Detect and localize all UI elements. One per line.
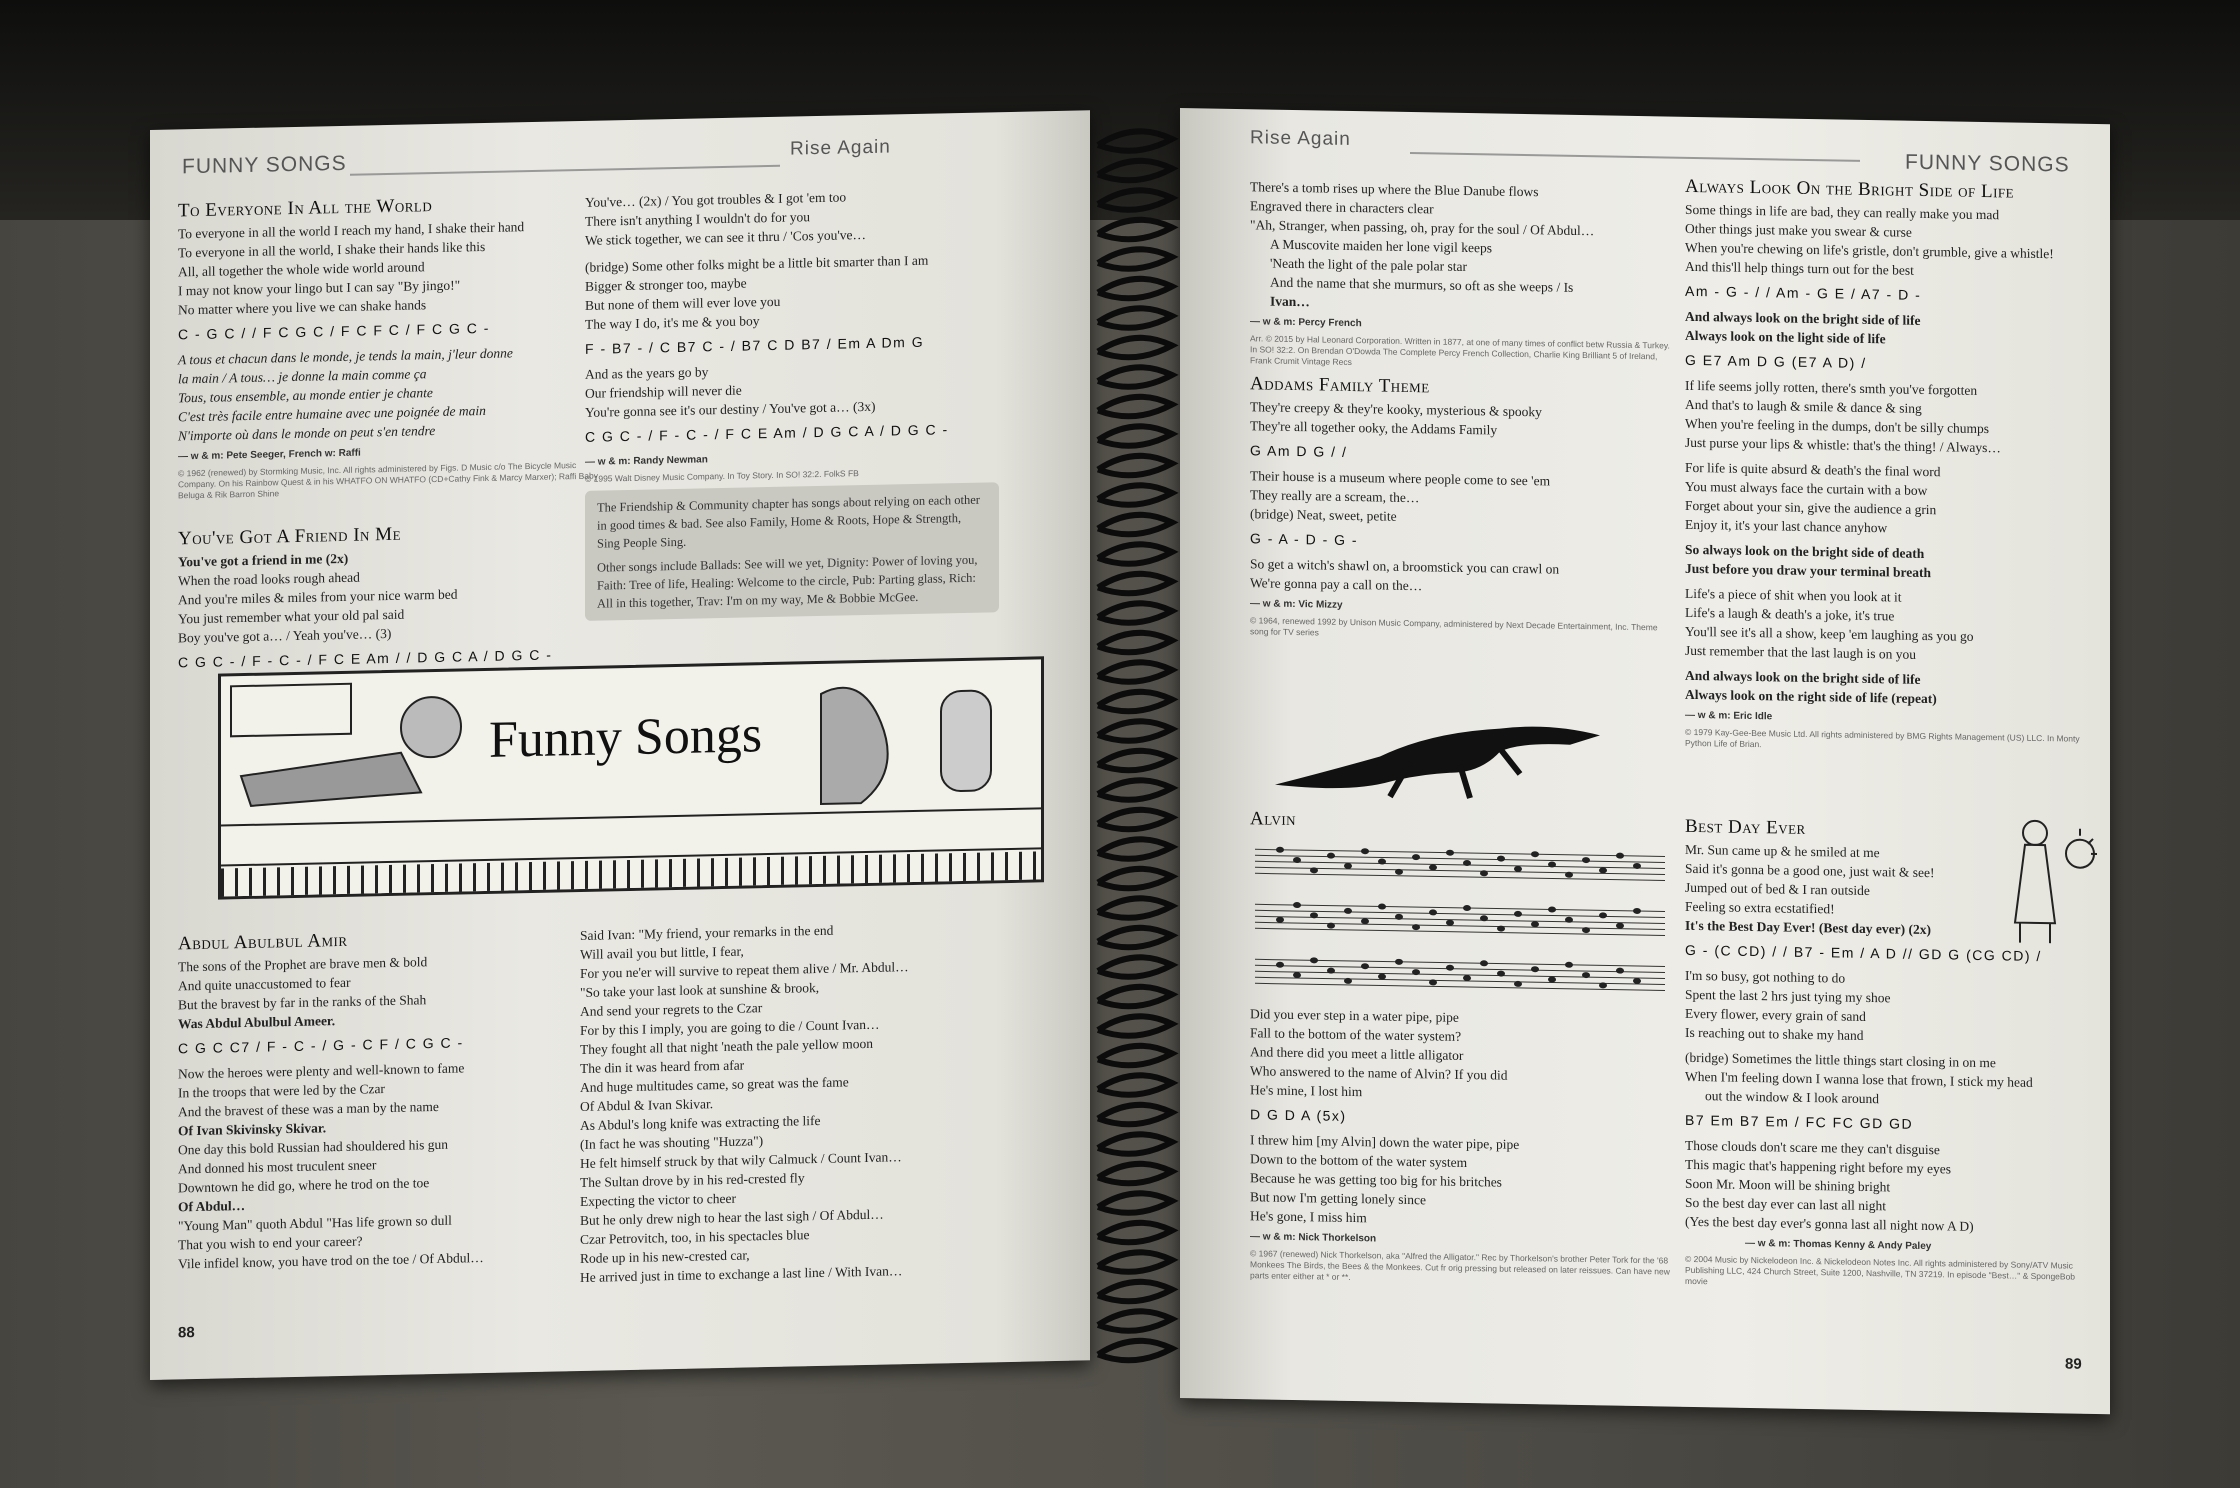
spiral-binding: [1090, 120, 1180, 1390]
spiral-coil: [1098, 131, 1172, 150]
song-abdul: [178, 926, 578, 1273]
music-note: [1480, 960, 1488, 966]
lyric: (bridge) Neat, sweet, petite: [1250, 506, 1397, 524]
credit: — w & m: Randy Newman: [585, 454, 708, 468]
lyric: Always look on the right side of life (repeat): [1685, 686, 1937, 707]
song-title: Best Day Ever: [1685, 815, 1806, 839]
lyric: Their house is a museum where people come to see 'em: [1250, 468, 1551, 489]
lyric: You'll see it's all a show, keep 'em laughing as you go: [1685, 623, 1974, 644]
lyric: Was Abdul Abulbul Ameer.: [178, 1013, 336, 1032]
lyric: He arrived just in time to exchange a last line / With Ivan…: [580, 1263, 903, 1285]
lyric: So the best day ever can last all night: [1685, 1194, 1886, 1214]
lyric: And quite unaccustomed to fear: [178, 974, 351, 994]
lyric: "Young Man" quoth Abdul "Has life grown so dull: [178, 1212, 452, 1234]
song-title: You've Got A Friend In Me: [178, 523, 402, 550]
spiral-coil: [1098, 1075, 1172, 1094]
song-bright-side: [1685, 177, 2095, 756]
music-note: [1633, 978, 1641, 984]
spiral-coil: [1098, 485, 1172, 504]
music-note: [1497, 856, 1505, 862]
lyric: And the bravest of these was a man by the name: [178, 1098, 439, 1120]
spiral-coil: [1098, 662, 1172, 681]
credit: — w & m: Thomas Kenny & Andy Paley: [1745, 1237, 1932, 1253]
song-friend-continued: [585, 183, 1055, 485]
music-note: [1327, 853, 1335, 859]
lyric: Because he was getting too big for his britches: [1250, 1170, 1502, 1190]
lyric: Always look on the light side of life: [1685, 327, 1886, 347]
lyric: When I'm feeling down I wanna lose that frown, I stick my head: [1685, 1068, 2033, 1090]
lyric: Ivan…: [1270, 293, 1310, 310]
lyric: la main / A tous… je donne la main comme ça: [178, 366, 427, 387]
lyric: The din it was heard from afar: [580, 1057, 745, 1076]
lyric: Is reaching out to shake my hand: [1685, 1024, 1864, 1043]
lyric: For by this I imply, you are going to die / Count Ivan…: [580, 1016, 880, 1038]
staff-line: [1255, 849, 1665, 856]
copyright: © 1967 (renewed) Nick Thorkelson, aka "Alfred the Alligator." Rec by Thorkelson's brother Peter Tork for the '68 Monkees The Birds, the Bees & the Monkees. Cut fr orig pressing but released on later reissues. Can have new parts enter either at * or **.: [1250, 1248, 1670, 1282]
see-also-note: [585, 482, 999, 621]
spiral-coil: [1098, 308, 1172, 327]
music-note: [1565, 962, 1573, 968]
lyric: The sons of the Prophet are brave men & bold: [178, 954, 428, 975]
book-title: Rise Again: [790, 136, 891, 160]
music-note: [1463, 975, 1471, 981]
chords: G E7 Am D G (E7 A D) /: [1685, 351, 1867, 371]
lyric: You've… (2x) / You got troubles & I got 'em too: [585, 189, 847, 210]
staff-line: [1255, 855, 1665, 862]
lyric: "Ah, Stranger, when passing, oh, pray for the soul / Of Abdul…: [1250, 217, 1595, 239]
staff-line: [1255, 922, 1665, 929]
lyric: A tous et chacun dans le monde, je tends la main, j'leur donne: [178, 345, 513, 368]
spiral-coil: [1098, 839, 1172, 858]
music-note: [1582, 857, 1590, 863]
music-note: [1276, 847, 1284, 853]
lyric: Life's a piece of shit when you look at it: [1685, 585, 1902, 605]
lyric: Downtown he did go, where he trod on the toe: [178, 1175, 430, 1196]
music-note: [1633, 908, 1641, 914]
lyric: In the troops that were led by the Czar: [178, 1081, 385, 1101]
music-note: [1429, 864, 1437, 870]
music-note: [1310, 957, 1318, 963]
spiral-coil: [1098, 987, 1172, 1006]
lyric: Rode up in his new-crested car,: [580, 1247, 750, 1266]
lyric: But none of them will ever love you: [585, 293, 781, 313]
staff-line: [1255, 965, 1665, 972]
spiral-coil: [1098, 1016, 1172, 1035]
lyric: Of Ivan Skivinsky Skivar.: [178, 1120, 327, 1139]
music-note: [1429, 909, 1437, 915]
lyric: But now I'm getting lonely since: [1250, 1189, 1427, 1208]
credit: — w & m: Percy French: [1250, 316, 1362, 330]
header-rule: [350, 165, 780, 176]
lyric: To everyone in all the world, I shake their hands like this: [178, 238, 486, 261]
section-header: FUNNY SONGS: [182, 151, 347, 179]
spiral-coil: [1098, 544, 1172, 563]
lyric: Life's a laugh & death's a joke, it's true: [1685, 604, 1895, 624]
music-note: [1531, 851, 1539, 857]
lyric: They're all together ooky, the Addams Family: [1250, 418, 1498, 438]
lyric: They really are a scream, the…: [1250, 487, 1420, 506]
copyright: © 2004 Music by Nickelodeon Inc. & Nickelodeon Notes Inc. All rights administered by Sony/ATV Music Publishing LLC, 424 Church Street, Suite 1200, Nashville, TN 37219. In episode "Best…" & SpongeBob movie: [1685, 1253, 2076, 1287]
music-note: [1293, 902, 1301, 908]
spiral-coil: [1098, 1134, 1172, 1153]
song-abdul-continued: [580, 916, 1050, 1287]
music-note: [1395, 959, 1403, 965]
note-text: The Friendship & Community chapter has songs about relying on each other in good times & bad. See also Family, Home & Roots, Hope & Strength, Sing People Sing.: [597, 492, 980, 551]
lyric: Did you ever step in a water pipe, pipe: [1250, 1006, 1459, 1025]
music-note: [1344, 908, 1352, 914]
lyric: Some things in life are bad, they can really make you mad: [1685, 201, 2000, 223]
lyric: Bigger & stronger too, maybe: [585, 275, 747, 294]
music-note: [1548, 976, 1556, 982]
lyric: So always look on the bright side of death: [1685, 541, 1925, 561]
music-note: [1361, 963, 1369, 969]
left-page: [150, 110, 1090, 1380]
spiral-coil: [1098, 928, 1172, 947]
lyric: All, all together the whole wide world around: [178, 259, 425, 280]
music-note: [1463, 905, 1471, 911]
lyric: The way I do, it's me & you boy: [585, 313, 760, 332]
lyric: Boy you've got a… / Yeah you've… (3): [178, 625, 392, 646]
music-note: [1599, 867, 1607, 873]
spiral-coil: [1098, 692, 1172, 711]
lyric: Mr. Sun came up & he smiled at me: [1685, 841, 1880, 861]
music-note: [1446, 965, 1454, 971]
song-alvin: [1250, 809, 1670, 839]
lyric: It's the Best Day Ever! (Best day ever) (2x): [1685, 917, 1931, 938]
lyric: And this'll help things turn out for the best: [1685, 258, 1914, 278]
lyric: This magic that's happening right before my eyes: [1685, 1156, 1951, 1177]
spiral-coil: [1098, 1311, 1172, 1330]
lyric: out the window & I look around: [1705, 1088, 1879, 1107]
spiral-coil: [1098, 1193, 1172, 1212]
page-number: 89: [2065, 1355, 2082, 1373]
lyric: You just remember what your old pal said: [178, 606, 405, 627]
lyric: (bridge) Sometimes the little things start closing in on me: [1685, 1049, 1996, 1071]
lyric: 'Neath the light of the pale polar star: [1270, 255, 1467, 275]
song-title: Alvin: [1250, 808, 1297, 831]
lyric: Our friendship will never die: [585, 382, 742, 401]
music-note: [1361, 918, 1369, 924]
header-rule: [1410, 152, 1860, 162]
song-alvin-lyrics: [1250, 1004, 1670, 1288]
chords: G - (C CD) / / B7 - Em / A D // GD G (CG CD) /: [1685, 941, 2042, 965]
lyric: I threw him [my Alvin] down the water pipe, pipe: [1250, 1132, 1520, 1152]
lyric: As Abdul's long knife was extracting the life: [580, 1112, 821, 1133]
spiral-coil: [1098, 456, 1172, 475]
lyric: He felt himself struck by that wily Calmuck / Count Ivan…: [580, 1149, 902, 1171]
lyric: And you're miles & miles from your nice warm bed: [178, 586, 458, 608]
song-title: To Everyone In All the World: [178, 195, 433, 222]
spiral-coil: [1098, 1252, 1172, 1271]
lyric: Will avail you but little, I fear,: [580, 943, 744, 962]
lyric: Forget about your sin, give the audience a grin: [1685, 497, 1937, 518]
lyric: I'm so busy, got nothing to do: [1685, 967, 1846, 986]
lyric: Tous, tous ensemble, au monde entier je chante: [178, 385, 433, 406]
spiral-coil: [1098, 1164, 1172, 1183]
lyric: But he only drew nigh to hear the last sigh / Of Abdul…: [580, 1206, 884, 1228]
chords: B7 Em B7 Em / FC FC GD GD: [1685, 1111, 1914, 1132]
copyright: © 1964, renewed 1992 by Unison Music Company, administered by Next Decade Entertainment, Inc. Theme song for TV series: [1250, 615, 1658, 638]
copyright: Arr. © 2015 by Hal Leonard Corporation. Written in 1877, at one of many times of conflict betw Russia & Turkey. In SO! 32:2. On Brendan O'Dowda The Complete Percy French Collection, Charlie King Brilliant 5 of Ireland, Frank Crumit Vintage Recs: [1250, 333, 1670, 368]
lyric: No matter where you live we can shake hands: [178, 297, 427, 318]
copyright: © 1979 Kay-Gee-Bee Music Ltd. All rights administered by BMG Rights Management (US) LLC. In Monty Python Life of Brian.: [1685, 726, 2080, 750]
music-note: [1378, 903, 1386, 909]
banner-title: Funny Songs: [489, 706, 763, 769]
music-note: [1616, 853, 1624, 859]
copyright: © 1995 Walt Disney Music Company. In Toy Story. In SO! 32:2. FolkS FB: [585, 468, 859, 484]
lyric: (In fact he was shouting "Huzza"): [580, 1133, 764, 1152]
lyric: And always look on the bright side of life: [1685, 308, 1921, 328]
lyric: (bridge) Some other folks might be a little bit smarter than I am: [585, 252, 929, 275]
song-youve-got-a-friend: [178, 521, 598, 679]
spiral-coil: [1098, 957, 1172, 976]
music-notation: [1250, 839, 1670, 1006]
lyric: Soon Mr. Moon will be shining bright: [1685, 1175, 1891, 1195]
music-note: [1616, 923, 1624, 929]
music-note: [1531, 921, 1539, 927]
music-note: [1616, 968, 1624, 974]
music-note: [1514, 866, 1522, 872]
chords: D G D A (5x): [1250, 1106, 1347, 1124]
lyric: They fought all that night 'neath the pale yellow moon: [580, 1035, 873, 1057]
spiral-coil: [1098, 1282, 1172, 1301]
section-header: FUNNY SONGS: [1905, 150, 2070, 177]
lyric: Expecting the victor to cheer: [580, 1190, 736, 1209]
lyric: And always look on the bright side of life: [1685, 667, 1921, 687]
lyric: That you wish to end your career?: [178, 1233, 363, 1253]
lyric: And huge multitudes came, so great was the fame: [580, 1074, 849, 1095]
music-note: [1276, 917, 1284, 923]
lyric: We're gonna pay a call on the…: [1250, 575, 1423, 594]
spiral-coil: [1098, 1046, 1172, 1065]
lyric: Just remember that the last laugh is on you: [1685, 642, 1916, 662]
spiral-coil: [1098, 869, 1172, 888]
music-note: [1446, 920, 1454, 926]
lyric: Said Ivan: "My friend, your remarks in the end: [580, 922, 834, 943]
chords: C G C - / F - C - / F C E Am / D G C A / D G C -: [585, 421, 949, 445]
staff-line: [1255, 904, 1665, 911]
spiral-coil: [1098, 220, 1172, 239]
lyric: Every flower, every grain of sand: [1685, 1005, 1866, 1024]
spiral-coil: [1098, 161, 1172, 180]
lyric: For you ne'er will survive to repeat them alive / Mr. Abdul…: [580, 959, 909, 981]
spiral-coil: [1098, 515, 1172, 534]
spiral-coil: [1098, 279, 1172, 298]
lyric: Enjoy it, it's your last chance anyhow: [1685, 516, 1888, 536]
spiral-coil: [1098, 1105, 1172, 1124]
music-note: [1293, 972, 1301, 978]
chords: Am - G - / / Am - G E / A7 - D -: [1685, 282, 1922, 303]
lyric: He's mine, I lost him: [1250, 1082, 1363, 1100]
spiral-coil: [1098, 1341, 1172, 1360]
song-addams-family: [1250, 374, 1670, 644]
right-page: [1180, 108, 2110, 1414]
chords: C - G C / / F C G C / F C F C / F C G C -: [178, 319, 490, 343]
chords: G - A - D - G -: [1250, 530, 1359, 549]
spiral-coil: [1098, 898, 1172, 917]
music-note: [1276, 962, 1284, 968]
staff-line: [1255, 873, 1665, 880]
lyric: I may not know your lingo but I can say "By jingo!": [178, 277, 461, 299]
lyric: Said it's gonna be a good one, just wait & see!: [1685, 860, 1935, 881]
lyric: You're gonna see it's our destiny / You've got a… (3x): [585, 398, 876, 420]
lyric: Jumped out of bed & I ran outside: [1685, 879, 1870, 899]
lyric: Just purse your lips & whistle: that's the thing! / Always…: [1685, 434, 2001, 456]
lyric: And as the years go by: [585, 364, 709, 382]
lyric: They're creepy & they're kooky, mysterious & spooky: [1250, 399, 1542, 420]
lyric: Those clouds don't scare me they can't disguise: [1685, 1137, 1940, 1158]
lyric: When the road looks rough ahead: [178, 569, 360, 589]
lyric: To everyone in all the world I reach my hand, I shake their hand: [178, 219, 525, 242]
lyric: You must always face the curtain with a bow: [1685, 478, 1928, 499]
credit: — w & m: Nick Thorkelson: [1250, 1231, 1377, 1245]
lyric: For life is quite absurd & death's the final word: [1685, 459, 1941, 480]
lyric: Other things just make you swear & curse: [1685, 220, 1912, 240]
chords: C G C - / F - C - / F C E Am / / D G C A / D G C -: [178, 646, 553, 671]
lyric: When you're feeling in the dumps, don't be silly chumps: [1685, 415, 1990, 437]
lyric: Czar Petrovitch, too, in his spectacles blue: [580, 1227, 810, 1247]
lyric: He's gone, I miss him: [1250, 1208, 1367, 1226]
spiral-coil: [1098, 397, 1172, 416]
music-note: [1548, 906, 1556, 912]
song-title: Always Look On the Bright Side of Life: [1685, 175, 2015, 203]
lyric: There's a tomb rises up where the Blue Danube flows: [1250, 179, 1539, 200]
lyric: So get a witch's shawl on, a broomstick you can crawl on: [1250, 556, 1560, 577]
spiral-coil: [1098, 721, 1172, 740]
spiral-coil: [1098, 751, 1172, 770]
lyric: And donned his most truculent sneer: [178, 1157, 377, 1177]
lyric: When you're chewing on life's gristle, don't grumble, give a whistle!: [1685, 239, 2054, 262]
spiral-coil: [1098, 249, 1172, 268]
music-note: [1446, 850, 1454, 856]
spiral-coil: [1098, 426, 1172, 445]
lyric: Spent the last 2 hrs just tying my shoe: [1685, 986, 1891, 1006]
chords: C G C C7 / F - C - / G - C F / C G C -: [178, 1034, 464, 1057]
lyric: And the name that she murmurs, so oft as she weeps / Is: [1270, 274, 1574, 295]
lyric: N'importe où dans le monde on peut s'en tendre: [178, 423, 436, 444]
alligator-illustration: [1270, 700, 1610, 806]
spiral-coil: [1098, 574, 1172, 593]
song-title: Abdul Abulbul Amir: [178, 929, 348, 955]
book-title: Rise Again: [1250, 127, 1351, 150]
spiral-coil: [1098, 633, 1172, 652]
chords: F - B7 - / C B7 C - / B7 C D B7 / Em A Dm G: [585, 333, 925, 357]
song-to-everyone: [178, 193, 598, 502]
spiral-coil: [1098, 1223, 1172, 1242]
music-note: [1531, 966, 1539, 972]
lyric: Now the heroes were plenty and well-known to fame: [178, 1060, 465, 1082]
music-note: [1412, 854, 1420, 860]
spiral-coil: [1098, 780, 1172, 799]
staff-line: [1255, 928, 1665, 935]
lyric: C'est très facile entre humaine avec une poignée de main: [178, 402, 486, 425]
lyric: And there did you meet a little alligator: [1250, 1044, 1464, 1063]
lyric: Of Abdul…: [178, 1198, 246, 1215]
music-note: [1514, 911, 1522, 917]
music-note: [1599, 912, 1607, 918]
lyric: A Muscovite maiden her lone vigil keeps: [1270, 236, 1492, 256]
lyric: We stick together, we can see it thru / 'Cos you've…: [585, 227, 867, 248]
note-text: Other songs include Ballads: See will we yet, Dignity: Power of loving you, Faith: Tree of life, Healing: Welcome to the circle, Pub: Parting glass, Rich: All in this together, Trav: I'm on my way, Me & Bobbie McGee.: [597, 552, 978, 611]
spiral-coil: [1098, 338, 1172, 357]
lyric: But the bravest by far in the ranks of the Shah: [178, 992, 427, 1013]
spiral-coil: [1098, 810, 1172, 829]
spiral-coil: [1098, 603, 1172, 622]
girl-sun-illustration: [2005, 812, 2100, 954]
music-note: [1361, 848, 1369, 854]
lyric: You've got a friend in me (2x): [178, 550, 349, 570]
credit: — w & m: Eric Idle: [1685, 709, 1773, 723]
staff-line: [1255, 861, 1665, 868]
spiral-coil: [1098, 190, 1172, 209]
credit: — w & m: Vic Mizzy: [1250, 598, 1343, 611]
lyric: Feeling so extra ecstatified!: [1685, 898, 1835, 917]
lyric: Just before you draw your terminal breath: [1685, 560, 1931, 581]
lyric: And that's to laugh & smile & dance & sing: [1685, 396, 1922, 416]
lyric: (Yes the best day ever's gonna last all night now A D): [1685, 1213, 1974, 1234]
music-note: [1344, 863, 1352, 869]
lyric: Fall to the bottom of the water system?: [1250, 1025, 1462, 1044]
lyric: And send your regrets to the Czar: [580, 1000, 763, 1019]
spiral-coil: [1098, 367, 1172, 386]
funny-songs-banner: [218, 656, 1044, 899]
lyric: Engraved there in characters clear: [1250, 198, 1434, 217]
lyric: The Sultan drove by in his red-crested fly: [580, 1170, 805, 1190]
lyric: If life seems jolly rotten, there's smth you've forgotten: [1685, 377, 1978, 398]
chords: G Am D G / /: [1250, 442, 1348, 460]
lyric: Down to the bottom of the water system: [1250, 1151, 1468, 1171]
lyric: Vile infidel know, you have trod on the toe / Of Abdul…: [178, 1250, 484, 1272]
credit: — w & m: Pete Seeger, French w: Raffi: [178, 447, 361, 463]
page-number: 88: [178, 1324, 195, 1342]
music-note: [1378, 973, 1386, 979]
staff-line: [1255, 971, 1665, 978]
copyright: © 1962 (renewed) by Stormking Music, Inc. All rights administered by Figs. D Music c/o The Bicycle Music Company. On his Rainbow Quest & in his WHATFO ON WHATFO (CD+Cathy Fink & Marcy Marxer); Raffi Baby Beluga & Rik Barron Shine: [178, 460, 598, 501]
lyric: There isn't anything I wouldn't do for you: [585, 209, 810, 229]
song-title: Addams Family Theme: [1250, 373, 1430, 398]
lyric: One day this bold Russian had shouldered his gun: [178, 1136, 448, 1158]
lyric: Of Abdul & Ivan Skivar.: [580, 1096, 714, 1114]
lyric: Who answered to the name of Alvin? If you did: [1250, 1063, 1508, 1083]
lyric: "So take your last look at sunshine & brook,: [580, 979, 820, 1000]
song-abdul-end: [1250, 177, 1670, 373]
